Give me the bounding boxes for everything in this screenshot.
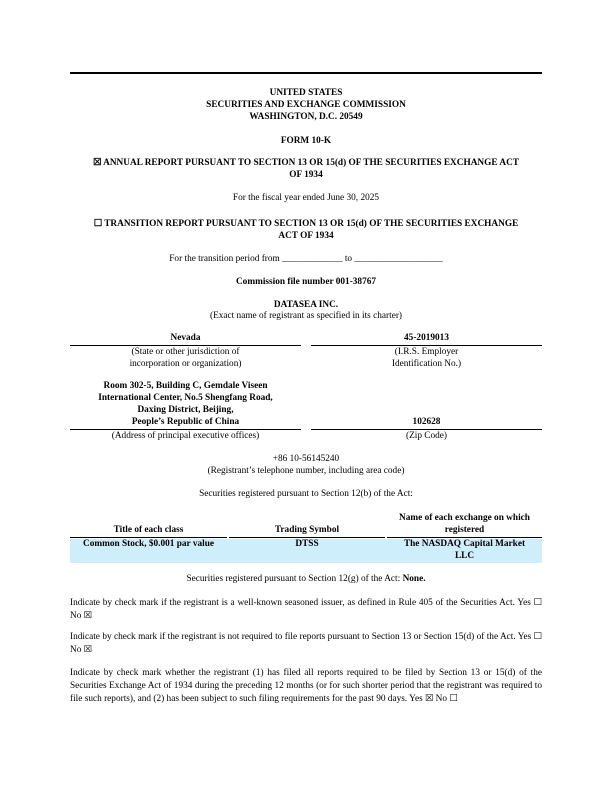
address-line-4: People’s Republic of China [131, 417, 240, 427]
telephone-number: +86 10-56145240 [272, 454, 340, 464]
table-header-rule-3 [387, 537, 542, 538]
zip-underline [311, 429, 542, 430]
para-not-required-to-file: Indicate by check mark if the registrant is not required to file reports pursuant to Section 13 or Section 15(d) of the Act. Yes ☐ No ☒ [70, 632, 542, 655]
table-cell-title: Common Stock, $0.001 par value [82, 539, 215, 549]
annual-report-line-1: ☒ ANNUAL REPORT PURSUANT TO SECTION 13 OR 15(d) OF THE SECURITIES EXCHANGE ACT [92, 158, 520, 168]
transition-report-line-2: ACT OF 1934 [278, 231, 334, 241]
para-filed-all-reports: Indicate by check mark whether the registrant (1) has filed all reports required to be filed by Section 13 or 15(d) of the Securities Exchange Act of 1934 during the preceding 12 months (or for such shorter period that the registrant was required to file such reports), and (2) has been subject to such filing requirements for the past 90 days. Yes ☒ No ☐ [70, 668, 542, 704]
table-header-title: Title of each class [113, 525, 184, 535]
state-underline [70, 345, 301, 346]
table-header-rule-1 [70, 537, 227, 538]
ein-caption-2: Identification No.) [391, 359, 462, 369]
header-line-3: WASHINGTON, D.C. 20549 [249, 112, 363, 122]
table-cell-symbol: DTSS [295, 539, 319, 549]
registrant-name-caption: (Exact name of registrant as specified in its charter) [209, 311, 403, 321]
header-line-2: SECURITIES AND EXCHANGE COMMISSION [206, 100, 406, 110]
address-underline [70, 429, 301, 430]
zip-caption: (Zip Code) [405, 431, 448, 441]
zip-code: 102628 [412, 417, 441, 427]
ein-caption-1: (I.R.S. Employer [394, 347, 459, 357]
state-of-incorporation: Nevada [170, 333, 201, 343]
table-header-symbol: Trading Symbol [274, 525, 340, 535]
table-cell-exchange-1: The NASDAQ Capital Market [403, 539, 526, 549]
commission-file-number: Commission file number 001-38767 [235, 277, 377, 287]
annual-report-line-2: OF 1934 [289, 170, 323, 180]
table-cell-exchange-2: LLC [454, 551, 475, 561]
address-line-2: International Center, No.5 Shengfang Road, [98, 393, 273, 403]
top-rule [70, 72, 542, 74]
section-12g-line [70, 574, 542, 586]
section-12g-value: None. [402, 574, 426, 584]
header-line-1: UNITED STATES [269, 88, 343, 98]
ein-number: 45-2019013 [404, 333, 449, 343]
transition-report-line-1: ☐ TRANSITION REPORT PURSUANT TO SECTION 13 OR 15(d) OF THE SECURITIES EXCHANGE [93, 219, 519, 229]
table-header-exchange-2: registered [444, 525, 485, 535]
address-line-3: Daxing District, Beijing, [137, 405, 234, 415]
table-header-rule-2 [229, 537, 385, 538]
registrant-name: DATASEA INC. [273, 300, 339, 310]
form-title: FORM 10-K [280, 136, 332, 146]
state-caption-2: incorporation or organization) [129, 359, 242, 369]
transition-period: For the transition period from _____________ to ___________________ [169, 254, 443, 264]
section-12b-label: Securities registered pursuant to Section 12(b) of the Act: [199, 489, 413, 499]
address-caption: (Address of principal executive offices) [111, 431, 260, 441]
para-well-known-issuer: Indicate by check mark if the registrant is a well-known seasoned issuer, as defined in Rule 405 of the Securities Act. Yes ☐ No ☒ [70, 598, 542, 621]
table-header-exchange-1: Name of each exchange on which [399, 513, 530, 523]
fiscal-year: For the fiscal year ended June 30, 2025 [232, 193, 380, 203]
address-line-1: Room 302-5, Building C, Gemdale Viseen [103, 381, 268, 391]
section-12g-label: Securities registered pursuant to Section 12(g) of the Act: [186, 574, 403, 584]
ein-underline [311, 345, 542, 346]
state-caption-1: (State or other jurisdiction of [131, 347, 240, 357]
telephone-caption: (Registrant’s telephone number, including area code) [207, 466, 405, 476]
